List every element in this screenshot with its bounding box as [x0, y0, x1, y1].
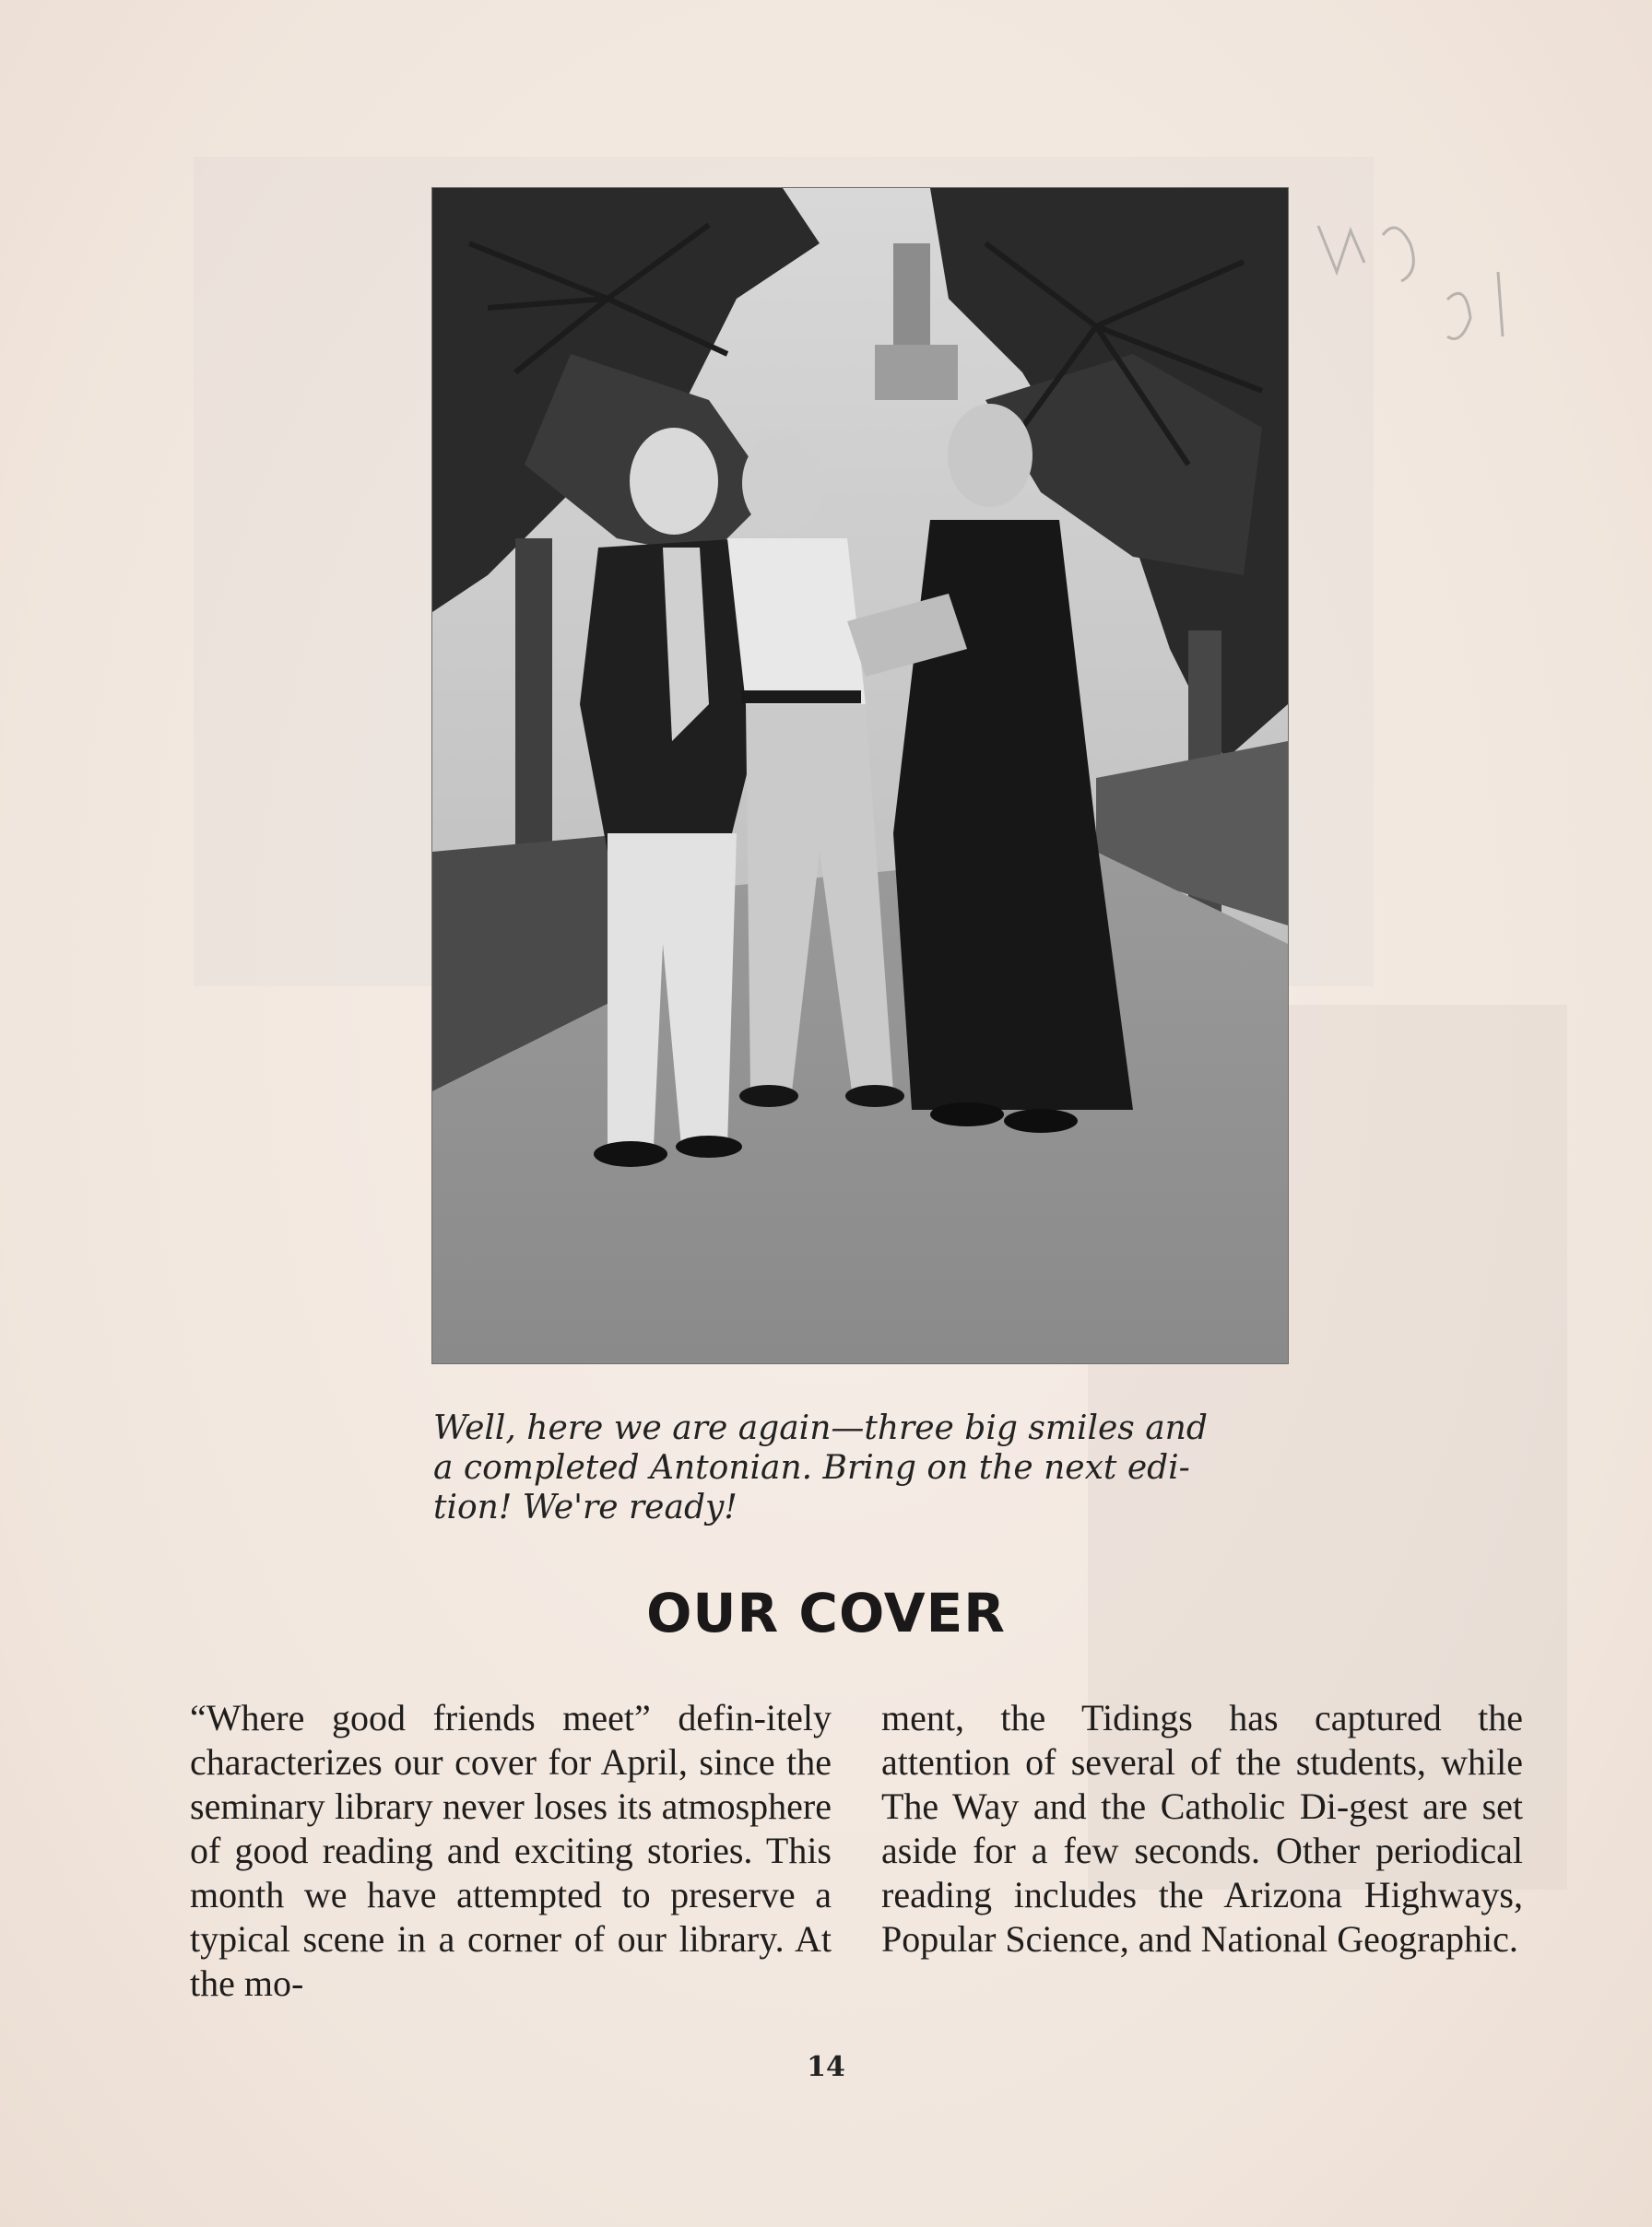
article-column-left: “Where good friends meet” defin-itely characterizes our cover for April, since the seminary library never loses its atmosphere of good reading and exciting stories. This month we have attempted to preserve a typical scene in a corner of our library. At the mo- [190, 1697, 832, 2004]
caption-line: tion! We're ready! [433, 1489, 738, 1526]
pencil-annotation [1309, 207, 1530, 364]
cover-photo [432, 188, 1288, 1363]
article-title: OUR COVER [646, 1582, 1006, 1644]
photo-caption [433, 1408, 1272, 1527]
page-number: 14 [807, 2051, 845, 2083]
caption-line: a completed Antonian. Bring on the next edi- [433, 1449, 1190, 1487]
caption-line: Well, here we are again—three big smiles and [433, 1409, 1208, 1447]
article-column-right: ment, the Tidings has captured the attention of several of the students, while The Way and the Catholic Di-gest are set aside for a few seconds. Other periodical reading includes the Arizona Highways, Popular Science, and National Geographic. [881, 1697, 1523, 1960]
photo-illustration [432, 188, 1288, 1363]
